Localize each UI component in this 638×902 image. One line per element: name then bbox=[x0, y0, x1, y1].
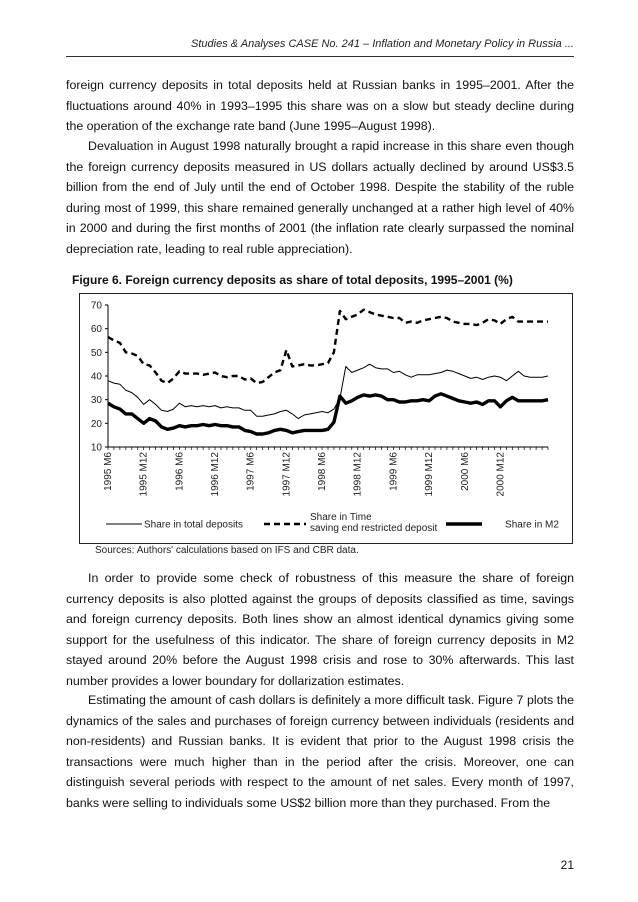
x-tick-label: 1997 M6 bbox=[245, 452, 257, 491]
body-paragraph-3: In order to provide some check of robustness of this measure the share of foreign currency deposits is also plotted against the groups of deposits classified as time, savings and foreign currency deposits. Both lines show an almost identical dynamics giving some support for the usefulness of this indicator. The share of foreign currency deposits in M2 stayed around 20% before the August 1998 crisis and rose to 30% afterwards. This last number provides a lower boundary for dollarization estimates. bbox=[66, 571, 574, 688]
figure-caption: Figure 6. Foreign currency deposits as share of total deposits, 1995–2001 (%) bbox=[72, 273, 513, 287]
series-line-2 bbox=[108, 310, 548, 383]
figure-sources: Sources: Authors' calculations based on IFS and CBR data. bbox=[95, 545, 359, 556]
x-tick-label: 1999 M6 bbox=[388, 452, 400, 491]
page-number: 21 bbox=[560, 858, 574, 872]
x-tick-label: 1999 M12 bbox=[424, 452, 436, 497]
series-line-1 bbox=[108, 364, 548, 418]
x-tick-label: 1996 M12 bbox=[210, 452, 222, 497]
x-tick-label: 1996 M6 bbox=[174, 452, 186, 491]
legend-label-2: Share in Time saving end restricted deposit bbox=[310, 512, 438, 534]
x-tick-label: 1998 M6 bbox=[317, 452, 329, 491]
y-tick-label: 60 bbox=[90, 324, 102, 336]
x-tick-label: 1995 M12 bbox=[138, 452, 150, 497]
y-tick-label: 30 bbox=[90, 395, 102, 407]
running-header: Studies & Analyses CASE No. 241 – Inflation and Monetary Policy in Russia ... bbox=[191, 38, 574, 50]
x-tick-label: 2000 M6 bbox=[459, 452, 471, 491]
body-paragraph-4: Estimating the amount of cash dollars is definitely a more difficult task. Figure 7 plots the dynamics of the sales and purchases of foreign currency between individuals (residents and non-residents) and Russian banks. It is evident that prior to the August 1998 crisis the transactions were much higher than in the period after the crisis. Moreover, one can distinguish several periods with respect to the amount of net sales. Every month of 1997, banks were selling to individuals some US$2 billion more than they purchased. From the bbox=[66, 693, 574, 810]
chart-frame bbox=[79, 293, 573, 544]
y-tick-label: 50 bbox=[90, 347, 102, 359]
header-rule bbox=[66, 56, 574, 57]
body-paragraph-1: foreign currency deposits in total deposits held at Russian banks in 1995–2001. After the fluctuations around 40% in 1993–1995 this share was on a slow but steady decline during the operation of the exchange rate band (June 1995–August 1998). bbox=[66, 78, 574, 134]
legend-label-1: Share in total deposits bbox=[144, 519, 243, 531]
y-tick-label: 20 bbox=[90, 418, 102, 430]
x-tick-label: 1995 M6 bbox=[103, 452, 114, 491]
x-tick-label: 1998 M12 bbox=[352, 452, 364, 497]
x-tick-label: 1997 M12 bbox=[281, 452, 293, 497]
y-tick-label: 10 bbox=[90, 442, 102, 454]
y-tick-label: 70 bbox=[90, 300, 102, 312]
body-paragraph-2: Devaluation in August 1998 naturally brought a rapid increase in this share even though the foreign currency deposits measured in US dollars actually declined by around US$3.5 billion from the end of July until the end of October 1998. Despite the stability of the ruble during most of 1999, this share remained generally unchanged at a rather high level of 40% in 2000 and during the first months of 2001 (the inflation rate clearly surpassed the nominal depreciation rate, leading to real ruble appreciation). bbox=[66, 139, 574, 256]
y-tick-label: 40 bbox=[90, 371, 102, 383]
x-tick-label: 2000 M12 bbox=[495, 452, 507, 497]
legend-label-3: Share in M2 bbox=[505, 519, 559, 531]
line-chart bbox=[80, 294, 572, 543]
series-line-3 bbox=[108, 394, 548, 434]
